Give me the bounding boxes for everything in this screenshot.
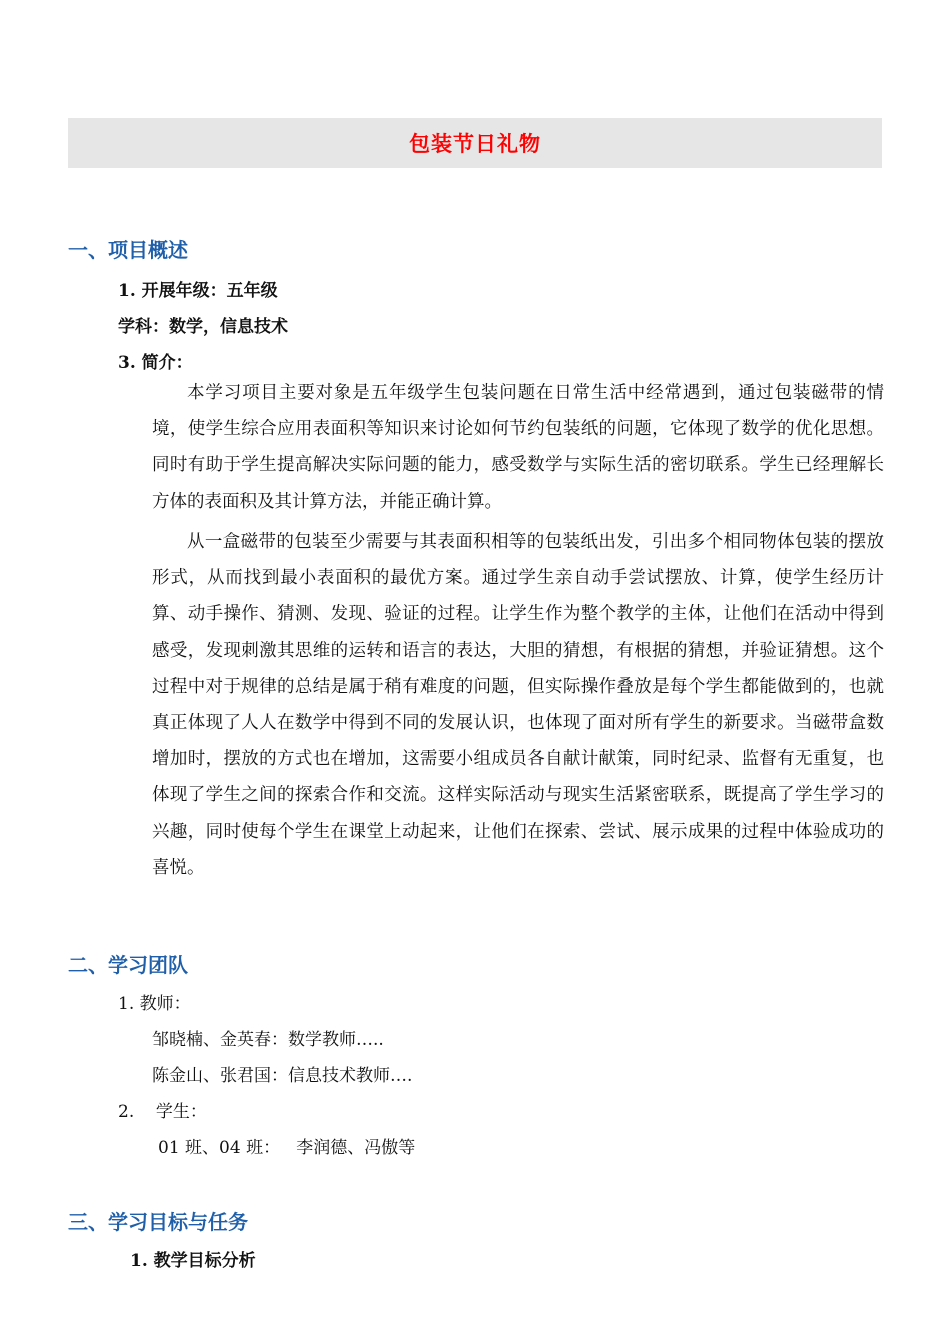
intro-paragraph-2: 从一盒磁带的包装至少需要与其表面积相等的包装纸出发，引出多个相同物体包装的摆放形式，从而找到最小表面积的最优方案。通过学生亲自动手尝试摆放、计算，使学生经历计算、动手操作、猜测、发现、验证的过程。让学生作为整个教学的主体，让他们在活动中得到感受，发现刺激其思维的运转和语言的表达，大胆的猜想，有根据的猜想，并验证猜想。这个过程中对于规律的总结是属于稍有难度的问题，但实际操作叠放是每个学生都能做到的，也就真正体现了人人在数学中得到不同的发展认识，也体现了面对所有学生的新要求。当磁带盒数增加时，摆放的方式也在增加，这需要小组成员各自献计献策，同时纪录、监督有无重复，也体现了学生之间的探索合作和交流。这样实际活动与现实生活紧密联系，既提高了学生学习的兴趣，同时使每个学生在课堂上动起来，让他们在探索、尝试、展示成果的过程中体验成功的喜悦。: [152, 532, 884, 878]
grade-line: 1. 开展年级：五年级: [118, 281, 278, 301]
intro-label: 3. 简介：: [118, 353, 193, 373]
goal-item-1: 1. 教学目标分析: [130, 1251, 256, 1271]
section-heading-overview: 一、项目概述: [68, 238, 188, 262]
section-heading-goals: 三、学习目标与任务: [68, 1210, 248, 1234]
teacher-it: 陈金山、张君国：信息技术教师….: [152, 1066, 413, 1086]
student-label: 2. 学生：: [118, 1102, 207, 1122]
intro-paragraph-1: 本学习项目主要对象是五年级学生包装问题在日常生活中经常遇到，通过包装磁带的情境，使学生综合应用表面积等知识来讨论如何节约包装纸的问题，它体现了数学的优化思想。同时有助于学生提高解决实际问题的能力，感受数学与实际生活的密切联系。学生已经理解长方体的表面积及其计算方法，并能正确计算。: [152, 383, 884, 512]
section-heading-team: 二、学习团队: [68, 953, 188, 977]
teacher-label: 1. 教师：: [118, 994, 191, 1014]
teacher-math: 邹晓楠、金英春：数学教师…..: [152, 1030, 384, 1050]
document-title: 包装节日礼物: [409, 132, 541, 156]
subject-line: 学科：数学，信息技术: [118, 317, 288, 337]
title-banner: [68, 118, 882, 168]
student-list: 01 班、04 班： 李润德、冯傲等: [158, 1138, 416, 1158]
